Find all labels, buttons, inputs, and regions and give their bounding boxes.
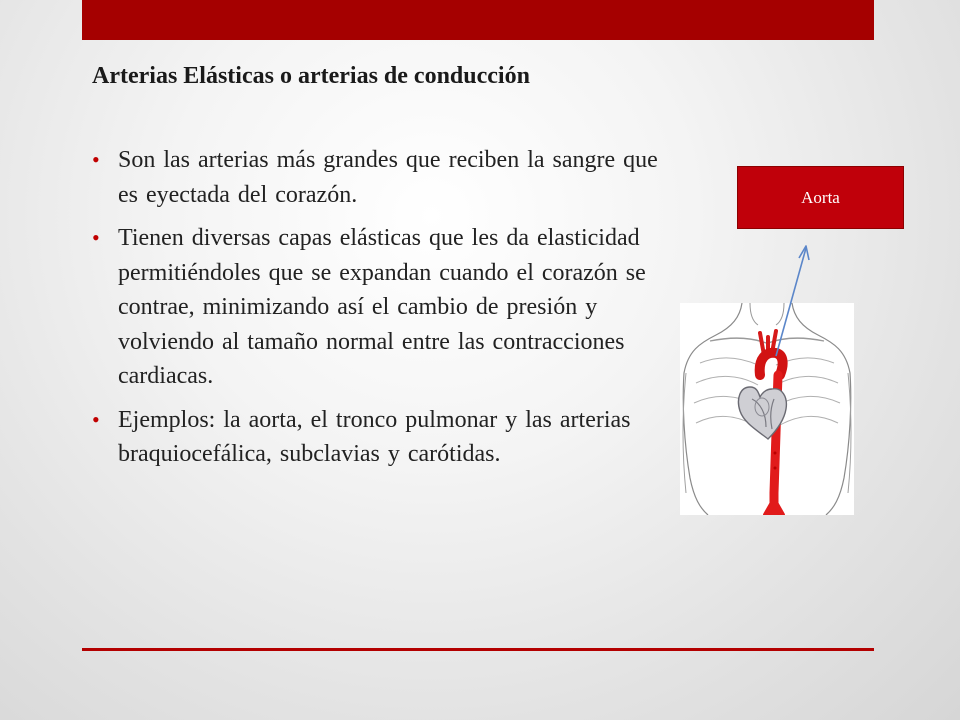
bullet-text: Tienen diversas capas elásticas que les da elasticidad permitiéndoles que se expandan cuando el corazón se contrae, minimizando así el cambio de presión y volviendo al tamaño normal entre las contracciones cardiacas. [118,225,646,389]
slide-title: Arterias Elásticas o arterias de conducción [92,63,530,89]
bullet-icon: • [92,147,100,172]
aorta-label-box [737,166,904,229]
torso-heart-aorta-illustration [680,303,854,515]
bullet-icon: • [92,225,100,250]
bullet-item [92,403,682,472]
bullet-item [92,221,682,394]
bullet-list [92,143,682,481]
anatomy-svg [680,303,854,515]
bullet-item [92,143,682,212]
top-accent-bar [82,0,874,40]
aorta-label-text: Aorta [801,187,840,207]
bullet-icon: • [92,406,100,432]
bottom-accent-line [82,648,874,651]
bullet-text: Ejemplos: la aorta, el tronco pulmonar y las arterias braquiocefálica, subclavias y carótidas. [118,406,631,467]
bullet-text: Son las arterias más grandes que reciben la sangre que es eyectada del corazón. [118,147,658,208]
